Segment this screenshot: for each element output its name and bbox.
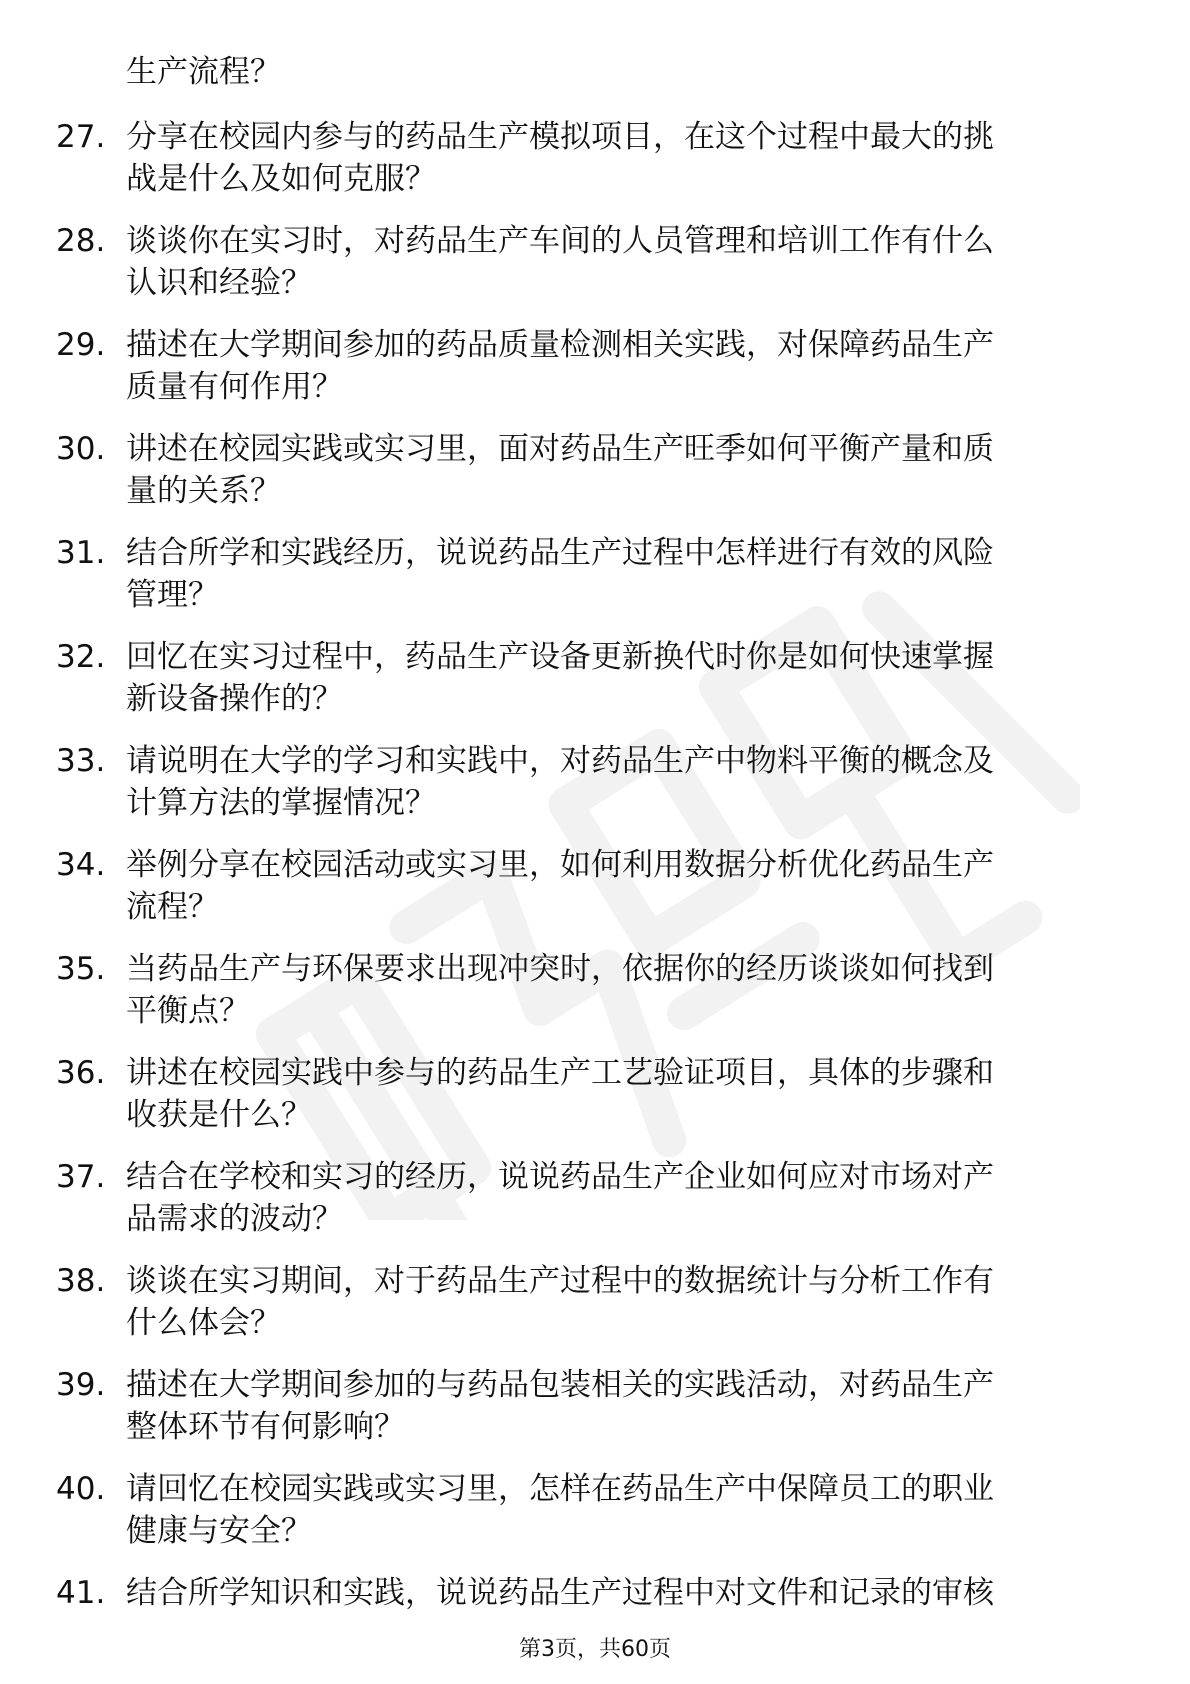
question-text-line: 谈谈你在实习时，对药品生产车间的人员管理和培训工作有什么 <box>126 223 994 259</box>
question-text <box>126 844 1116 928</box>
question-number: 31. <box>56 535 106 571</box>
question-text-line: 收获是什么？ <box>126 1097 312 1133</box>
question-item <box>0 1052 1190 1156</box>
question-text <box>126 116 1116 200</box>
question-item <box>0 428 1190 532</box>
question-text-line: 举例分享在校园活动或实习里，如何利用数据分析优化药品生产 <box>126 847 994 883</box>
question-text-line: 品需求的波动？ <box>126 1201 343 1237</box>
question-text-line: 请回忆在校园实践或实习里，怎样在药品生产中保障员工的职业 <box>126 1471 994 1507</box>
question-text <box>126 1260 1116 1344</box>
question-text <box>126 324 1116 408</box>
question-text <box>126 1052 1116 1136</box>
question-text <box>126 1364 1116 1448</box>
question-item <box>0 636 1190 740</box>
question-text-line: 健康与安全？ <box>126 1513 312 1549</box>
question-text <box>126 1156 1116 1240</box>
question-text <box>126 220 1116 304</box>
question-item <box>0 1364 1190 1468</box>
question-text-line: 整体环节有何影响？ <box>126 1409 405 1445</box>
question-item <box>0 532 1190 636</box>
question-text-line: 回忆在实习过程中，药品生产设备更新换代时你是如何快速掌握 <box>126 639 994 675</box>
page-footer: 第3页，共60页 <box>519 1637 671 1662</box>
question-number: 39. <box>56 1367 106 1403</box>
question-text <box>126 948 1116 1032</box>
question-text-line: 什么体会？ <box>126 1305 281 1341</box>
question-number: 36. <box>56 1055 106 1091</box>
question-text-line: 分享在校园内参与的药品生产模拟项目，在这个过程中最大的挑 <box>126 119 994 155</box>
question-text-line: 请说明在大学的学习和实践中，对药品生产中物料平衡的概念及 <box>126 743 994 779</box>
question-text <box>126 740 1116 824</box>
question-text <box>126 1468 1116 1552</box>
question-text-line: 讲述在校园实践或实习里，面对药品生产旺季如何平衡产量和质 <box>126 431 994 467</box>
question-text <box>126 428 1116 512</box>
question-number: 37. <box>56 1159 106 1195</box>
question-number: 38. <box>56 1263 106 1299</box>
question-item <box>0 844 1190 948</box>
question-text-line: 战是什么及如何克服？ <box>126 161 436 197</box>
question-text-line: 量的关系？ <box>126 473 281 509</box>
question-item <box>0 948 1190 1052</box>
question-number: 40. <box>56 1471 106 1507</box>
question-text-line: 平衡点？ <box>126 993 250 1029</box>
question-text-line: 讲述在校园实践中参与的药品生产工艺验证项目，具体的步骤和 <box>126 1055 994 1091</box>
question-item <box>0 1156 1190 1260</box>
question-number: 28. <box>56 223 106 259</box>
question-text-line: 管理？ <box>126 577 219 613</box>
question-item <box>0 1260 1190 1364</box>
question-text-line: 谈谈在实习期间，对于药品生产过程中的数据统计与分析工作有 <box>126 1263 994 1299</box>
question-number: 27. <box>56 119 106 155</box>
question-text-line: 计算方法的掌握情况？ <box>126 785 436 821</box>
question-text-line: 质量有何作用？ <box>126 369 343 405</box>
question-text-line: 流程？ <box>126 889 219 925</box>
question-text-line: 新设备操作的？ <box>126 681 343 717</box>
question-text-line: 描述在大学期间参加的药品质量检测相关实践，对保障药品生产 <box>126 327 994 363</box>
question-text-line: 描述在大学期间参加的与药品包装相关的实践活动，对药品生产 <box>126 1367 994 1403</box>
question-item <box>0 324 1190 428</box>
question-text-line: 结合所学和实践经历，说说药品生产过程中怎样进行有效的风险 <box>126 535 994 571</box>
question-number: 35. <box>56 951 106 987</box>
continued-question-tail: 生产流程？ <box>126 54 281 90</box>
question-number: 33. <box>56 743 106 779</box>
question-item <box>0 116 1190 220</box>
question-text-line: 认识和经验？ <box>126 265 312 301</box>
question-item <box>0 740 1190 844</box>
question-item <box>0 220 1190 324</box>
question-text <box>126 636 1116 720</box>
question-text-line: 当药品生产与环保要求出现冲突时，依据你的经历谈谈如何找到 <box>126 951 994 987</box>
question-item <box>0 1468 1190 1572</box>
question-list <box>0 116 1190 1676</box>
question-number: 29. <box>56 327 106 363</box>
question-number: 30. <box>56 431 106 467</box>
question-text <box>126 1572 1116 1614</box>
question-number: 32. <box>56 639 106 675</box>
question-text <box>126 532 1116 616</box>
question-number: 41. <box>56 1575 106 1611</box>
question-text-line: 结合在学校和实习的经历，说说药品生产企业如何应对市场对产 <box>126 1159 994 1195</box>
question-text-line: 结合所学知识和实践，说说药品生产过程中对文件和记录的审核 <box>126 1575 994 1611</box>
question-number: 34. <box>56 847 106 883</box>
